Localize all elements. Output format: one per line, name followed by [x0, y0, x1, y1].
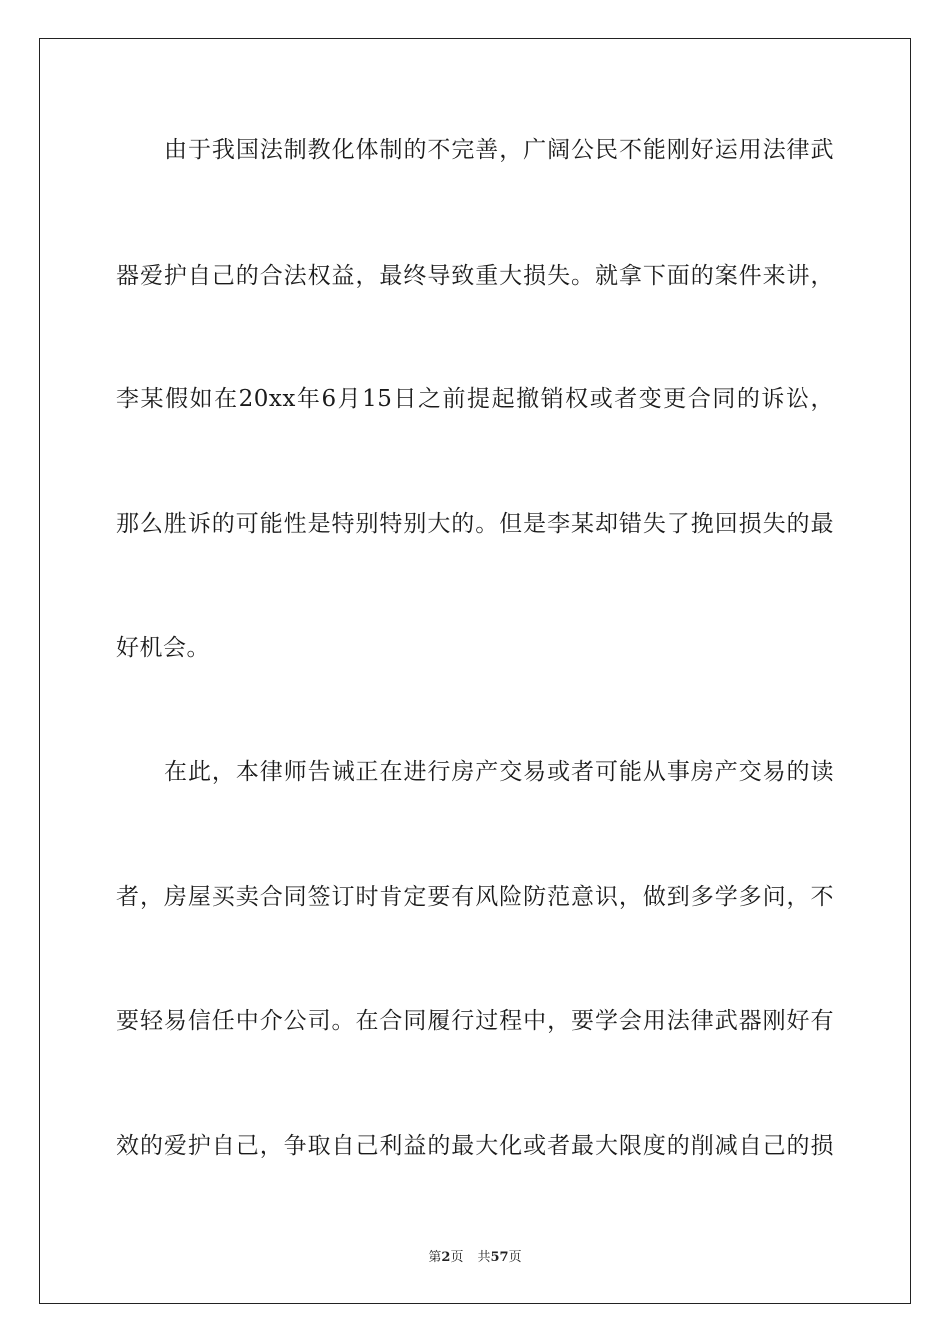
paragraph-2-line-3: 要轻易信任中介公司。在合同履行过程中，要学会用法律武器刚好有	[116, 1008, 834, 1034]
page-border	[39, 38, 911, 1304]
footer-prefix: 第	[428, 1250, 442, 1265]
paragraph-2-line-4: 效的爱护自己，争取自己利益的最大化或者最大限度的削减自己的损	[116, 1133, 834, 1159]
footer-page-suffix: 页	[450, 1250, 464, 1265]
footer-page-number: 2	[441, 1250, 451, 1265]
paragraph-1-line-5: 好机会。	[116, 635, 210, 661]
footer-total-pages: 57	[490, 1250, 509, 1265]
page-footer	[0, 1246, 950, 1265]
paragraph-1-line-1: 由于我国法制教化体制的不完善，广阔公民不能刚好运用法律武	[164, 137, 834, 163]
footer-total-suffix: 页	[508, 1250, 522, 1265]
paragraph-2-line-2: 者，房屋买卖合同签订时肯定要有风险防范意识，做到多学多问，不	[116, 884, 834, 910]
paragraph-1-line-2: 器爱护自己的合法权益，最终导致重大损失。就拿下面的案件来讲，	[116, 263, 834, 289]
paragraph-2-line-1: 在此，本律师告诫正在进行房产交易或者可能从事房产交易的读	[164, 759, 834, 785]
paragraph-1-line-4: 那么胜诉的可能性是特别特别大的。但是李某却错失了挽回损失的最	[116, 511, 834, 537]
paragraph-1-line-3: 李某假如在20xx年6月15日之前提起撤销权或者变更合同的诉讼，	[116, 386, 834, 412]
footer-total-prefix: 共	[477, 1250, 491, 1265]
